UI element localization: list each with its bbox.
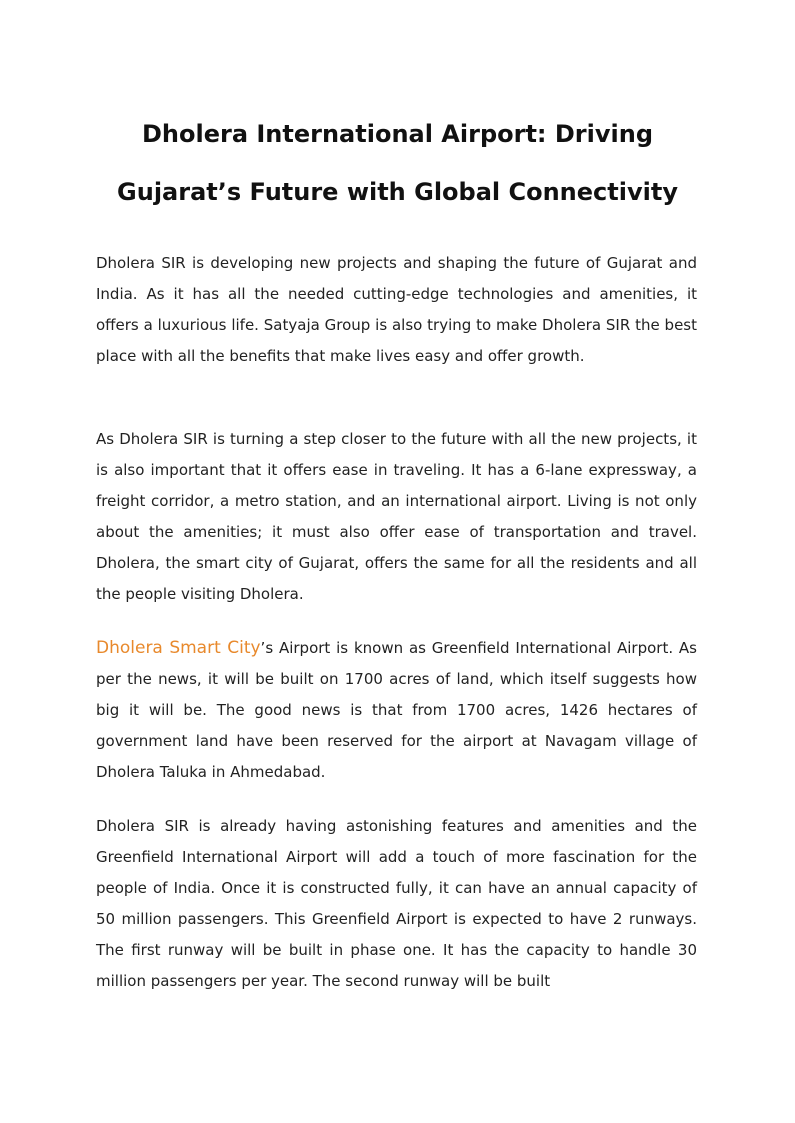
paragraph-1: Dholera SIR is developing new projects and shaping the future of Gujarat and India. As it has all the needed cutting-edge technologies and amenities, it offers a luxurious life. Satyaja Group is also trying to make Dholera SIR the best place with all the benefits that make lives easy and offer growth. <box>96 254 697 365</box>
title-line-1: Dholera International Airport: Driving <box>141 120 653 148</box>
title-line-2: Gujarat’s Future with Global Connectivity <box>117 178 678 206</box>
paragraph-3-text: ’s Airport is known as Greenfield International Airport. As per the news, it will be built on 1700 acres of land, which itself suggests how big it will be. The good news is that from 1700 acres, 1426 hectares of government land have been reserved for the airport at Navagam village of Dholera Taluka in Ahmedabad. <box>96 639 698 781</box>
dholera-smart-city-link[interactable]: Dholera Smart City <box>96 638 261 658</box>
paragraph-4: Dholera SIR is already having astonishing features and amenities and the Greenfield International Airport will add a touch of more fascination for the people of India. Once it is constructed fully, it can have an annual capacity of 50 million passengers. This Greenfield Airport is expected to have 2 runways. The first runway will be built in phase one. It has the capacity to handle 30 million passengers per year. The second runway will be built <box>96 817 697 990</box>
paragraph-2: As Dholera SIR is turning a step closer to the future with all the new projects, it is also important that it offers ease in traveling. It has a 6-lane expressway, a freight corridor, a metro station, and an international airport. Living is not only about the amenities; it must also offer ease of transportation and travel. Dholera, the smart city of Gujarat, offers the same for all the residents and all the people visiting Dholera. <box>96 430 697 603</box>
page-title <box>60 105 735 221</box>
paragraph-3 <box>96 633 697 788</box>
